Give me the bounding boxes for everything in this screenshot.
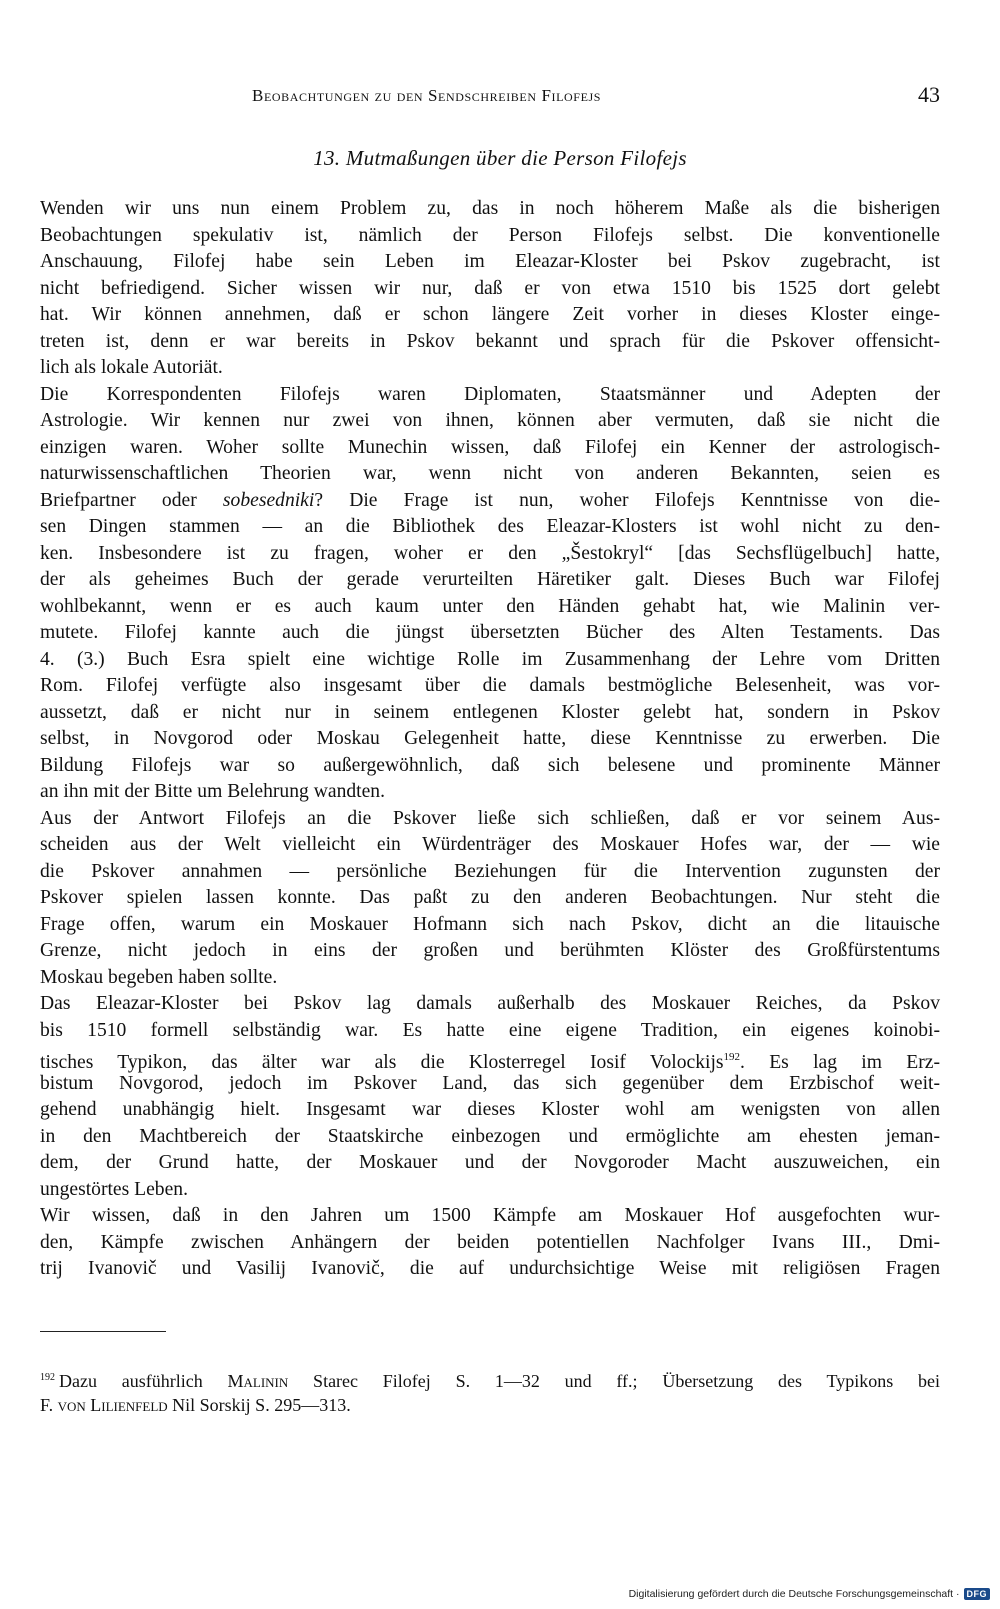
page-number: 43	[918, 82, 940, 107]
text-segment: Wenden wir uns nun einem Problem zu, das in noch höherem Maße als die bisherigen	[40, 198, 940, 219]
text-line	[40, 885, 940, 912]
footnote-line	[40, 1366, 940, 1393]
text-line	[40, 382, 940, 409]
text-line	[40, 1256, 940, 1283]
text-line	[40, 1018, 940, 1045]
text-line	[40, 620, 940, 647]
text-line	[40, 302, 940, 329]
text-line	[40, 541, 940, 568]
text-line	[40, 700, 940, 727]
text-line	[40, 276, 940, 303]
text-segment: scheiden aus der Welt vielleicht ein Würdenträger des Moskauer Hofes war, der — wie	[40, 834, 940, 855]
text-segment: Bildung Filofejs war so außergewöhnlich, daß sich belesene und prominente Männer	[40, 754, 940, 776]
text-segment: nicht befriedigend. Sicher wissen wir nur, daß er von etwa 1510 bis 1525 dort gelebt	[40, 277, 940, 299]
text-segment: in den Machtbereich der Staatskirche einbezogen und ermöglichte am ehesten jeman-	[40, 1125, 940, 1147]
text-line	[40, 514, 940, 541]
credit-text: Digitalisierung gefördert durch die Deutsche Forschungsgemeinschaft ·	[628, 1588, 960, 1600]
text-line	[40, 779, 940, 806]
text-segment: Beobachtungen spekulativ ist, nämlich der Person Filofejs selbst. Die konventionelle	[40, 224, 940, 246]
text-line	[40, 594, 940, 621]
text-segment: Frage offen, warum ein Moskauer Hofmann sich nach Pskov, dicht an die litauische	[40, 913, 940, 935]
text-line	[40, 806, 940, 833]
text-line	[40, 726, 940, 753]
text-segment: Wir wissen, daß in den Jahren um 1500 Kämpfe am Moskauer Hof ausgefochten wur-	[40, 1205, 940, 1226]
text-line	[40, 753, 940, 780]
text-segment: lich als lokale Autoriät.	[40, 357, 223, 378]
text-segment: ? Die Frage ist nun, woher Filofejs Kenntnisse von die-	[314, 489, 941, 511]
text-line	[40, 461, 940, 488]
text-segment: selbst, in Novgorod oder Moskau Gelegenheit hatte, diese Kenntnisse zu erwerben. Die	[40, 728, 940, 749]
text-segment: der als geheimes Buch der gerade verurteilten Häretiker galt. Dieses Buch war Filofej	[40, 569, 940, 590]
text-line	[40, 859, 940, 886]
text-segment: einzigen waren. Woher sollte Munechin wissen, daß Filofej ein Kenner der astrologisch-	[40, 436, 940, 458]
text-segment: Das Eleazar-Kloster bei Pskov lag damals außerhalb des Moskauer Reiches, da Pskov	[40, 993, 940, 1014]
text-segment: Astrologie. Wir kennen nur zwei von ihnen, können aber vermuten, daß sie nicht die	[40, 410, 940, 431]
text-line	[40, 673, 940, 700]
text-line	[40, 1097, 940, 1124]
text-line	[40, 329, 940, 356]
text-line	[40, 355, 940, 382]
text-segment: den, Kämpfe zwischen Anhängern der beiden potentiellen Nachfolger Ivans III., Dmi-	[40, 1231, 940, 1253]
text-line	[40, 1203, 940, 1230]
text-line	[40, 938, 940, 965]
text-segment: sobesedniki	[222, 489, 315, 511]
footnote-marker: 192	[40, 1372, 55, 1383]
text-segment: wohlbekannt, wenn er es auch kaum unter den Händen gehabt hat, wie Malinin ver-	[40, 595, 940, 617]
text-line	[40, 991, 940, 1018]
text-line	[40, 408, 940, 435]
text-segment: Aus der Antwort Filofejs an die Pskover ließe sich schließen, daß er vor seinem Aus-	[40, 807, 940, 829]
text-line	[40, 1124, 940, 1151]
section-heading: 13. Mutmaßungen über die Person Filofejs	[313, 146, 687, 170]
text-line	[40, 435, 940, 462]
text-segment: Briefpartner oder	[40, 489, 223, 511]
text-line	[40, 488, 940, 515]
footnotes	[40, 1366, 940, 1419]
text-line	[40, 1071, 940, 1098]
text-segment: Grenze, nicht jedoch in eins der großen und berühmten Klöster des Großfürstentums	[40, 940, 940, 961]
footnote-reference: 192	[723, 1051, 741, 1063]
text-segment: bistum Novgorod, jedoch im Pskover Land, das sich gegenüber dem Erzbischof weit-	[40, 1072, 940, 1094]
text-line	[40, 647, 940, 674]
footnote-author: Malinin	[227, 1371, 289, 1391]
text-line	[40, 965, 940, 992]
text-segment: Anschauung, Filofej habe sein Leben im Eleazar-Kloster bei Pskov zugebracht, ist	[40, 251, 940, 272]
text-segment: naturwissenschaftlichen Theorien war, wenn nicht von anderen Bekannten, seien es	[40, 463, 940, 484]
text-segment: gehend unabhängig hielt. Insgesamt war dieses Kloster wohl am wenigsten von allen	[40, 1099, 940, 1120]
text-segment: ken. Insbesondere ist zu fragen, woher er den „Šestokryl“ [das Sechsflügelbuch] hatte,	[40, 542, 940, 564]
text-segment: Die Korrespondenten Filofejs waren Diplomaten, Staatsmänner und Adepten der	[40, 383, 940, 405]
text-line	[40, 1177, 940, 1204]
dfg-logo: DFG	[964, 1588, 991, 1600]
text-segment: an ihn mit der Bitte um Belehrung wandten.	[40, 781, 385, 802]
footnote-text: Starec Filofej S. 1—32 und ff.; Übersetzung des Typikons bei	[288, 1371, 941, 1391]
text-line	[40, 223, 940, 250]
text-segment: Rom. Filofej verfügte also insgesamt über die damals bestmögliche Belesenheit, was vor-	[40, 675, 940, 696]
text-segment: treten ist, denn er war bereits in Pskov bekannt und sprach für die Pskover offensicht-	[40, 330, 940, 352]
footnote-author: von Lilienfeld	[57, 1394, 168, 1415]
footnote-rule	[40, 1331, 166, 1332]
text-segment: 4. (3.) Buch Esra spielt eine wichtige Rolle im Zusammenhang der Lehre vom Dritten	[40, 648, 940, 670]
text-segment: mutete. Filofej kannte auch die jüngst übersetzten Bücher des Alten Testaments. Das	[40, 622, 940, 643]
digitization-credit	[629, 1588, 990, 1600]
text-segment: trij Ivanovič und Vasilij Ivanovič, die auf undurchsichtige Weise mit religiösen Fragen	[40, 1258, 940, 1279]
text-segment: Moskau begeben haben sollte.	[40, 966, 278, 988]
text-segment: bis 1510 formell selbständig war. Es hatte eine eigene Tradition, ein eigenes koinobi-	[40, 1019, 940, 1041]
text-segment: hat. Wir können annehmen, daß er schon längere Zeit vorher in dieses Kloster einge-	[40, 304, 940, 325]
text-segment: aussetzt, daß er nicht nur in seinem entlegenen Kloster gelebt hat, sondern in Pskov	[40, 701, 940, 723]
text-line	[40, 1044, 940, 1071]
text-segment: die Pskover annahmen — persönliche Beziehungen für die Intervention zugunsten der	[40, 860, 940, 882]
text-segment: dem, der Grund hatte, der Moskauer und der Novgoroder Macht auszuweichen, ein	[40, 1152, 940, 1173]
running-title: Beobachtungen zu den Sendschreiben Filofejs	[252, 86, 602, 105]
footnote-line	[40, 1393, 940, 1420]
text-line	[40, 1230, 940, 1257]
text-line	[40, 832, 940, 859]
running-head	[40, 82, 940, 114]
text-segment: Pskover spielen lassen konnte. Das paßt zu den anderen Beobachtungen. Nur steht die	[40, 887, 940, 908]
body-text	[40, 196, 940, 1283]
text-line	[40, 196, 940, 223]
footnote-text: F.	[40, 1394, 58, 1415]
text-segment: ungestörtes Leben.	[40, 1178, 188, 1200]
text-segment: . Es lag im Erz-	[740, 1052, 940, 1073]
text-line	[40, 1150, 940, 1177]
footnote-text: Dazu ausführlich	[59, 1371, 228, 1391]
footnote-text: Nil Sorskij S. 295—313.	[167, 1394, 351, 1415]
text-segment: tisches Typikon, das älter war als die Klosterregel Iosif Volockijs	[40, 1052, 724, 1073]
text-line	[40, 567, 940, 594]
text-segment: sen Dingen stammen — an die Bibliothek des Eleazar-Klosters ist wohl nicht zu den-	[40, 516, 940, 537]
text-line	[40, 912, 940, 939]
text-line	[40, 249, 940, 276]
